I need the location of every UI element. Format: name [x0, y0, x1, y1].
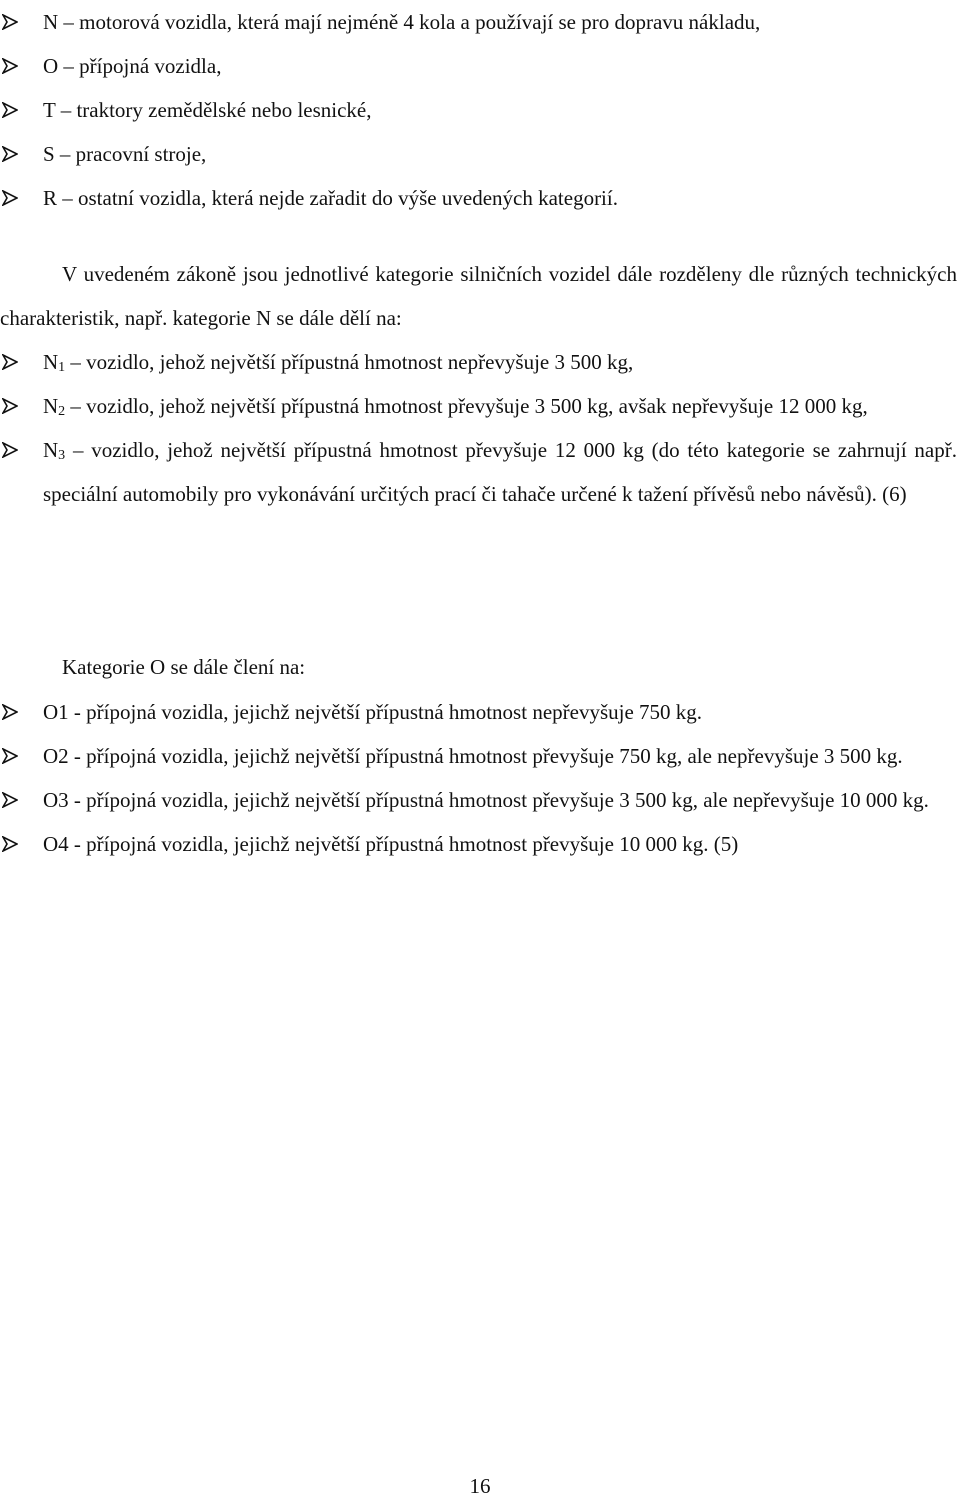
category-letter: N — [43, 394, 59, 418]
arrowhead-bullet-icon — [2, 398, 18, 414]
list-item-text: O – přípojná vozidla, — [43, 54, 222, 78]
arrowhead-bullet-icon — [2, 748, 18, 764]
list-item — [0, 822, 957, 866]
arrowhead-bullet-icon — [2, 836, 18, 852]
list-item — [0, 44, 957, 88]
list-item — [0, 690, 957, 734]
arrowhead-bullet-icon — [2, 146, 18, 162]
arrowhead-bullet-icon — [2, 190, 18, 206]
list-item-text: – vozidlo, jehož největší přípustná hmotnost převyšuje 12 000 kg (do této kategorie se zahrnují např. speciální automobily pro vykonávání určitých prací či tahače určené k tažení přívěsů nebo návěsů). (6) — [43, 438, 957, 506]
list-item — [0, 132, 957, 176]
list-item — [0, 384, 957, 428]
list-item-text: – vozidlo, jehož největší přípustná hmotnost nepřevyšuje 3 500 kg, — [65, 350, 634, 374]
list-item-text: S – pracovní stroje, — [43, 142, 207, 166]
page-number: 16 — [469, 1474, 491, 1498]
list-item — [0, 734, 957, 778]
list-item — [0, 428, 957, 516]
list-item — [0, 0, 957, 44]
list-item — [0, 340, 957, 384]
list-item-text: N – motorová vozidla, která mají nejméně 4 kola a používají se pro dopravu nákladu, — [43, 10, 761, 34]
category-subscript: 3 — [58, 448, 66, 463]
category-o-list — [0, 690, 957, 866]
category-letter: N — [43, 438, 59, 462]
category-subscript: 2 — [58, 404, 66, 419]
paragraph-category-o: Kategorie O se dále člení na: — [62, 655, 306, 679]
paragraph-categories: V uvedeném zákoně jsou jednotlivé kategorie silničních vozidel dále rozděleny dle různých technických charakteristik, např. kategorie N se dále dělí na: — [0, 262, 957, 330]
list-item-text: R – ostatní vozidla, která nejde zařadit do výše uvedených kategorií. — [43, 186, 618, 210]
list-item-text: O4 - přípojná vozidla, jejichž největší přípustná hmotnost převyšuje 10 000 kg. (5) — [43, 832, 739, 856]
list-item — [0, 176, 957, 220]
list-item — [0, 88, 957, 132]
list-item-text: T – traktory zemědělské nebo lesnické, — [43, 98, 372, 122]
arrowhead-bullet-icon — [2, 442, 18, 458]
category-letter: N — [43, 350, 59, 374]
category-subscript: 1 — [58, 360, 66, 375]
arrowhead-bullet-icon — [2, 102, 18, 118]
arrowhead-bullet-icon — [2, 354, 18, 370]
arrowhead-bullet-icon — [2, 14, 18, 30]
arrowhead-bullet-icon — [2, 58, 18, 74]
vehicle-category-list — [0, 0, 957, 220]
arrowhead-bullet-icon — [2, 704, 18, 720]
arrowhead-bullet-icon — [2, 792, 18, 808]
category-n-list — [0, 340, 957, 516]
list-item-text: O2 - přípojná vozidla, jejichž největší přípustná hmotnost převyšuje 750 kg, ale nepřevyšuje 3 500 kg. — [43, 744, 903, 768]
list-item-text: O3 - přípojná vozidla, jejichž největší přípustná hmotnost převyšuje 3 500 kg, ale nepřevyšuje 10 000 kg. — [43, 788, 929, 812]
list-item-text: O1 - přípojná vozidla, jejichž největší přípustná hmotnost nepřevyšuje 750 kg. — [43, 700, 703, 724]
list-item-text: – vozidlo, jehož největší přípustná hmotnost převyšuje 3 500 kg, avšak nepřevyšuje 12 000 kg, — [65, 394, 868, 418]
list-item — [0, 778, 957, 822]
